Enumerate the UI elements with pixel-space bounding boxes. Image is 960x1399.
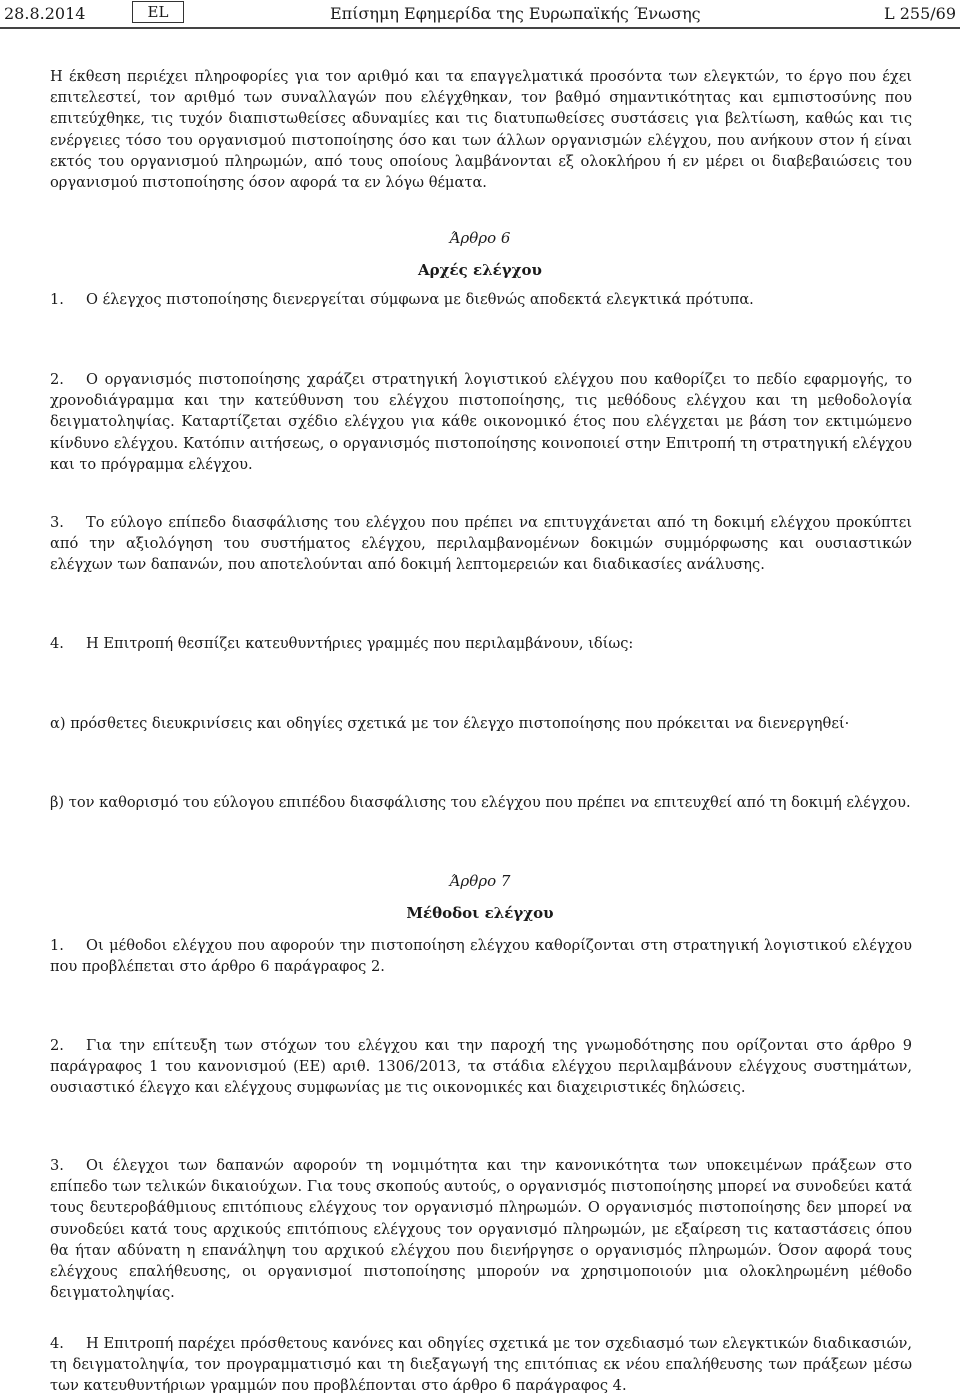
article-6-item-a (50, 713, 912, 734)
article-6-paragraph-1 (50, 289, 912, 310)
article-7-title: Μέθοδοι ελέγχου (406, 904, 554, 922)
paragraph-text: Οι μέθοδοι ελέγχου που αφορούν την πιστοποίηση ελέγχου καθορίζονται στη στρατηγική λογιστικού ελέγχου που προβλέπεται στο άρθρο 6 παράγραφος 2. (50, 937, 912, 976)
article-7-paragraph-3 (50, 1155, 912, 1303)
paragraph-text: Οι έλεγχοι των δαπανών αφορούν τη νομιμότητα και την κανονικότητα των υποκειμένων πράξεων στο επίπεδο των τελικών δικαιούχων. Για τους σκοπούς αυτούς, ο οργανισμός πιστοποίησης μπορεί να συνοδεύει κατά τους δευτεροβάθμιους επιτόπιους ελέγχους τον οργανισμό πληρωμών. Ο οργανισμός πιστοποίησης δεν μπορεί να συνοδεύει κατά τους αρχικούς επιτόπιους ελέγχους τον οργανισμό πληρωμών, με εξαίρεση τις καταστάσεις όπου θα ήταν αδύνατη η επανάληψη του αρχικού ελέγχου που διενήργησε ο οργανισμός πληρωμών. Όσον αφορά τους ελέγχους επαλήθευσης, οι οργανισμοί πιστοποίησης μπορούν να χρησιμοποιούν μια ολοκληρωμένη μέθοδο δειγματοληψίας. (50, 1157, 912, 1302)
paragraph-number: 4. (50, 635, 64, 652)
article-6-title: Αρχές ελέγχου (418, 261, 542, 279)
paragraph-number: 1. (50, 291, 64, 308)
article-6-paragraph-3 (50, 512, 912, 576)
paragraph-text: Για την επίτευξη των στόχων του ελέγχου και την παροχή της γνωμοδότησης που ορίζονται στο άρθρο 9 παράγραφος 1 του κανονισμού (ΕΕ) αριθ. 1306/2013, τα στάδια ελέγχου περιλαμβάνουν ελέγχους συστημάτων, ουσιαστικό έλεγχο και ελέγχους συμφωνίας με τις οικονομικές και διαχειριστικές δηλώσεις. (50, 1037, 912, 1097)
page-header (0, 0, 960, 30)
article-7-label: Άρθρο 7 (449, 872, 511, 890)
item-text: πρόσθετες διευκρινίσεις και οδηγίες σχετικά με τον έλεγχο πιστοποίησης που πρόκειται να διενεργηθεί· (70, 715, 850, 732)
article-7-paragraph-4 (50, 1333, 912, 1397)
paragraph-number: 2. (50, 371, 64, 388)
publication-date: 28.8.2014 (4, 4, 86, 23)
paragraph-text: Το εύλογο επίπεδο διασφάλισης του ελέγχου που πρέπει να επιτυγχάνεται από τη δοκιμή ελέγχου προκύπτει από την αξιολόγηση του συστήματος ελέγχου, περιλαμβανομένων δοκιμών συμμόρφωσης και ουσιαστικών ελέγχων των δαπανών, που αποτελούνται από δοκιμή λεπτομερειών και διαδικασίες ανάλυσης. (50, 514, 912, 574)
paragraph-text: Η Επιτροπή παρέχει πρόσθετους κανόνες και οδηγίες σχετικά με τον σχεδιασμό των ελεγκτικών διαδικασιών, τη δειγματοληψία, τον προγραμματισμό και τη διεξαγωγή της επιτόπιας εκ νέου επαλήθευσης των πράξεων μέσω των κατευθυντήριων γραμμών που προβλέπονται στο άρθρο 6 παράγραφος 4. (50, 1335, 912, 1395)
article-6-label: Άρθρο 6 (449, 229, 511, 247)
article-7-paragraph-2 (50, 1035, 912, 1099)
article-7-paragraph-1 (50, 935, 912, 977)
paragraph-text: Ο οργανισμός πιστοποίησης χαράζει στρατηγική λογιστικού ελέγχου που καθορίζει το πεδίο εφαρμογής, το χρονοδιάγραμμα και την κατεύθυνση του ελέγχου πιστοποίησης, τις μεθόδους ελέγχου και τη μεθοδολογία δειγματοληψίας. Καταρτίζεται σχέδιο ελέγχου για κάθε οικονομικό έτος που ελέγχεται με βάση τον εκτιμώμενο κίνδυνο ελέγχου. Κατόπιν αιτήσεως, ο οργανισμός πιστοποίησης κοινοποιεί στην Επιτροπή τη στρατηγική ελέγχου και το πρόγραμμα ελέγχου. (50, 371, 912, 473)
item-text: τον καθορισμό του εύλογου επιπέδου διασφάλισης του ελέγχου που πρέπει να επιτευχθεί από τη δοκιμή ελέγχου. (68, 794, 911, 811)
paragraph-number: 4. (50, 1335, 64, 1352)
item-marker: α) (50, 715, 66, 732)
language-badge: EL (132, 1, 184, 23)
paragraph-text: Η Επιτροπή θεσπίζει κατευθυντήριες γραμμές που περιλαμβάνουν, ιδίως: (86, 635, 634, 652)
article-6-paragraph-2 (50, 369, 912, 475)
article-6-paragraph-4 (50, 633, 912, 654)
paragraph-number: 2. (50, 1037, 64, 1054)
item-marker: β) (50, 794, 65, 811)
paragraph-number: 3. (50, 1157, 64, 1174)
header-divider (0, 27, 960, 29)
paragraph-text: Ο έλεγχος πιστοποίησης διενεργείται σύμφωνα με διεθνώς αποδεκτά ελεγκτικά πρότυπα. (86, 291, 754, 308)
paragraph-number: 1. (50, 937, 64, 954)
page-number: L 255/69 (884, 4, 956, 23)
article-6-item-b (50, 792, 912, 813)
paragraph-number: 3. (50, 514, 64, 531)
journal-title: Επίσημη Εφημερίδα της Ευρωπαϊκής Ένωσης (330, 4, 701, 23)
intro-paragraph: Η έκθεση περιέχει πληροφορίες για τον αριθμό και τα επαγγελματικά προσόντα των ελεγκτών, το έργο που έχει επιτελεστεί, τον αριθμό των συναλλαγών που ελέγχθηκαν, τον βαθμό σημαντικότητας και εμπιστοσύνης που επιτεύχθηκε, τις τυχόν διαπιστωθείσες αδυναμίες και τις διατυπωθείσες συστάσεις για βελτίωση, καθώς και τις ενέργειες τόσο του οργανισμού πιστοποίησης όσο και των άλλων οργανισμών ελέγχου, που ανήκουν στον ή είναι εκτός του οργανισμού πληρωμών, από τους οποίους λαμβάνονται εξ ολοκλήρου ή εν μέρει οι διαβεβαιώσεις του οργανισμού πιστοποίησης όσον αφορά τα εν λόγω θέματα. (50, 68, 912, 192)
